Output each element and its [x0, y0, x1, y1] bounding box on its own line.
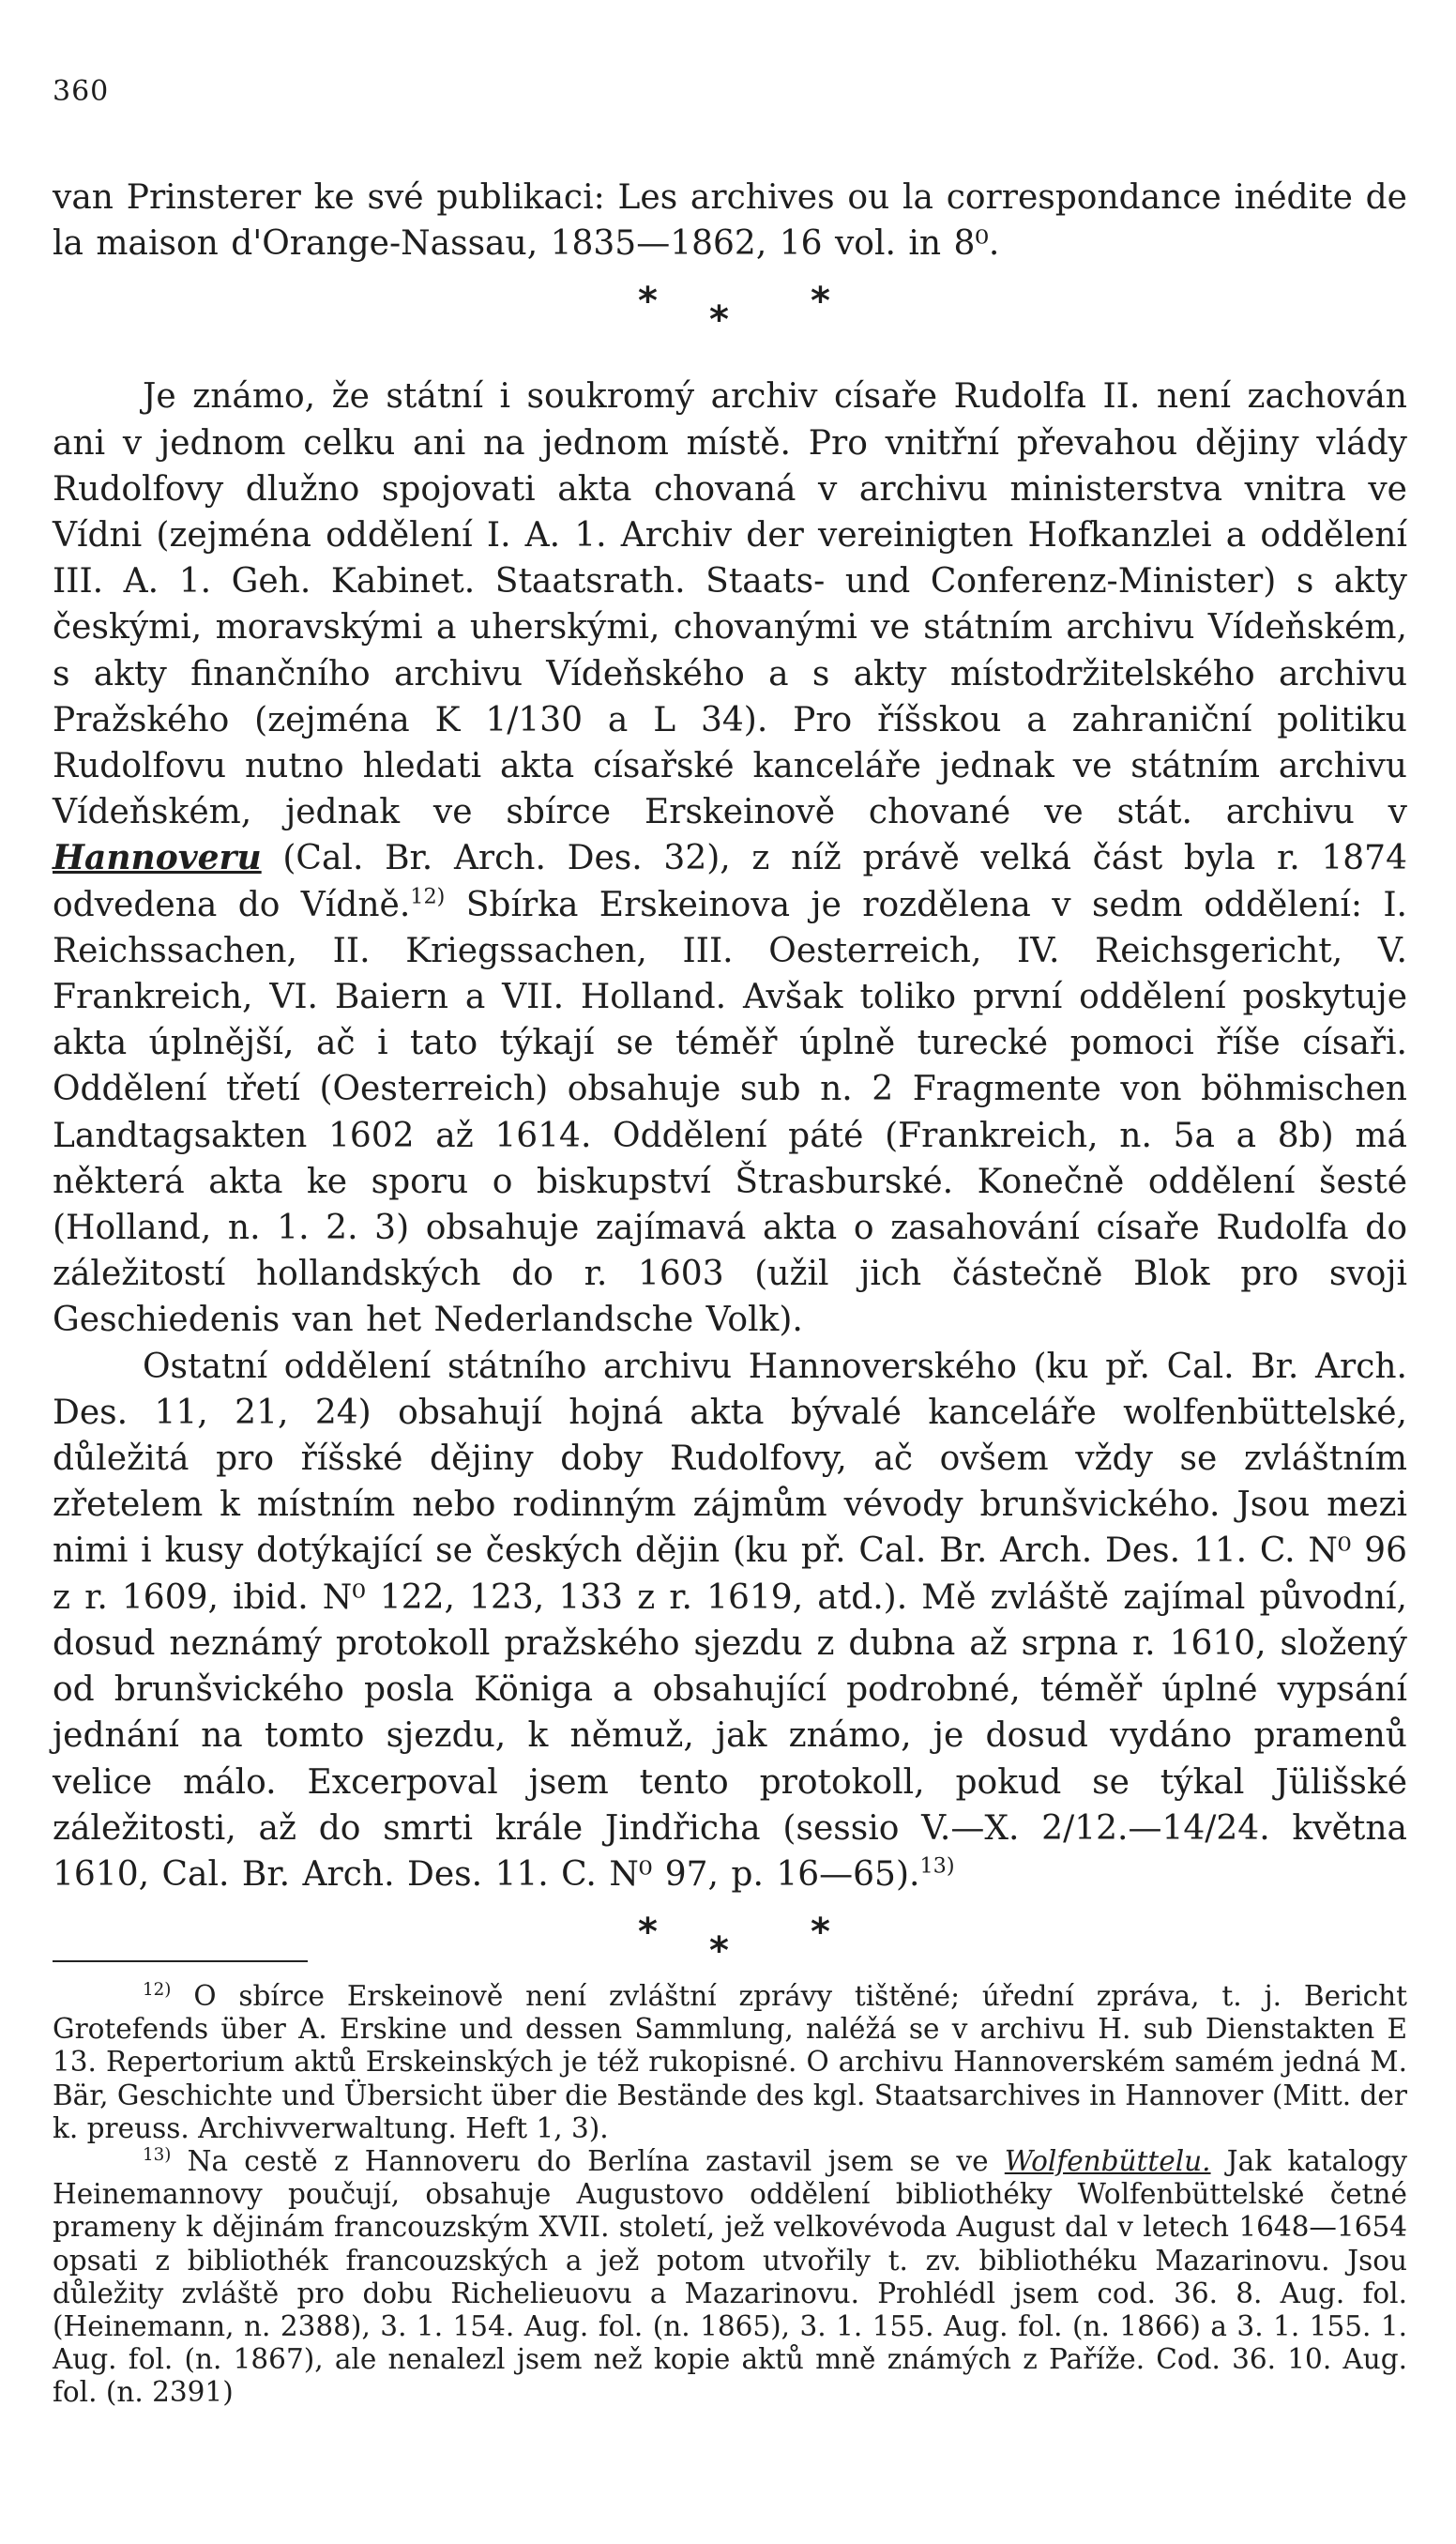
text-segment: Sbírka Erskeinova je rozdělena v sedm oddělení: I. Reichssachen, II. Kriegssachen, III. Oesterreich, IV. Reichsgericht, V. Frankreich, VI. Baiern a VII. Holland. Avšak toliko první oddělení poskytuje akta úplnější, ač i tato týkají se téměř úplně turecké pomoci říše císaři. Oddělení třetí (Oesterreich) obsahuje sub n. 2 Fragmente von böhmischen Landtagsakten 1602 až 1614. Oddělení páté (Frankreich, n. 5a a 8b) má některá akta ke sporu o biskupství Štrasburské. Konečně oddělení šesté (Holland, n. 1. 2. 3) obsahuje zajímavá akta o zasahování císaře Rudolfa do záležitostí hollandských do r. 1603 (užil jich částečně Blok pro svoji Geschiedenis van het Nederlandsche Volk). [53, 885, 1407, 1340]
footnote-mark: 13) [143, 2145, 172, 2166]
paragraph-hannover-departments [53, 1344, 1407, 1897]
footnote-ref-12: 12) [410, 884, 446, 909]
wolfenbuttel-emphasis: Wolfenbüttelu. [1004, 2145, 1211, 2178]
paragraph-rudolf-archives [53, 373, 1407, 1343]
star-glyph: * [638, 1911, 658, 1955]
footnote-ref-13: 13) [919, 1853, 955, 1879]
section-divider-stars [53, 280, 1407, 373]
star-glyph: * [638, 280, 658, 324]
footnote-13 [53, 2145, 1407, 2410]
footnotes [53, 1980, 1407, 2410]
footnote-text: Jak katalogy Heinemannovy poučují, obsahuje Augustovo oddělení bibliothéky Wolfenbüttelské četné prameny k dějinám francouzským XVII. století, jež velkovévoda August dal v letech 1648—1654 opsati z bibliothék francouzských a jež potom utvořily t. zv. bibliothéku Mazarinovu. Jsou důležity zvláště pro dobu Richelieuovu a Mazarinovu. Prohlédl jsem cod. 36. 8. Aug. fol. (Heinemann, n. 2388), 3. 1. 154. Aug. fol. (n. 1865), 3. 1. 155. Aug. fol. (n. 1866) a 3. 1. 155. 1. Aug. fol. (n. 1867), ale nenalezl jsem než kopie aktů mně známých z Paříže. Cod. 36. 10. Aug. fol. (n. 2391) [53, 2145, 1407, 2409]
star-glyph: * [709, 298, 729, 343]
footnote-mark: 12) [143, 1980, 172, 2001]
page-number: 360 [53, 75, 110, 108]
text-segment: Ostatní oddělení státního archivu Hannoverského (ku př. Cal. Br. Arch. Des. 11, 21, 24) obsahují hojná akta bývalé kanceláře wolfenbüttelské, důležitá pro říšské dějiny doby Rudolfovy, ač ovšem vždy se zvláštním zřetelem k místním nebo rodinným zájmům vévody brunšvického. Jsou mezi nimi i kusy dotýkající se českých dějin (ku př. Cal. Br. Arch. Des. 11. C. N⁰ 96 z r. 1609, ibid. N⁰ 122, 123, 133 z r. 1619, atd.). Mě zvláště zajímal původní, dosud neznámý protokoll pražského sjezdu z dubna až srpna r. 1610, složený od brunšvického posla Königa a obsahující podrobné, téměř úplné vypsání jednání na tomto sjezdu, k němuž, jak známo, je dosud vydáno pramenů velice málo. Excerpoval jsem tento protokoll, pokud se týkal Jülišské záležitosti, až do smrti krále Jindřicha (sessio V.—X. 2/12.—14/24. května 1610, Cal. Br. Arch. Des. 11. C. N⁰ 97, p. 16—65). [53, 1347, 1407, 1894]
footnote-text: O sbírce Erskeinově není zvláštní zprávy tištěné; úřední zpráva, t. j. Bericht Grotefends über A. Erskine und dessen Sammlung, naléžá se v archivu H. sub Dienstakten E 13. Repertorium aktů Erskeinských je též rukopisné. O archivu Hannoverském samém jedná M. Bär, Geschichte und Übersicht über die Bestände des kgl. Staatsarchives in Hannover (Mitt. der k. preuss. Archivverwaltung. Heft 1, 3). [53, 1980, 1407, 2144]
footnote-separator [53, 1960, 308, 1962]
footnote-12 [53, 1980, 1407, 2145]
star-glyph: * [811, 1911, 830, 1955]
star-glyph: * [811, 280, 830, 324]
footnote-text: Na cestě z Hannoveru do Berlína zastavil jsem se ve [187, 2145, 989, 2178]
text-segment: Je známo, že státní i soukromý archiv císaře Rudolfa II. není zachován ani v jednom celku ani na jednom místě. Pro vnitřní převahou dějiny vlády Rudolfovy dlužno spojovati akta chovaná v archivu ministerstva vnitra ve Vídni (zejména oddělení I. A. 1. Archiv der vereinigten Hofkanzlei a oddělení III. A. 1. Geh. Kabinet. Staatsrath. Staats- und Conferenz-Minister) s akty českými, moravskými a uherskými, chovanými ve státním archivu Vídeňském, s akty finančního archivu Vídeňského a s akty místodržitelského archivu Pražského (zejména K 1/130 a L 34). Pro říšskou a zahraniční politiku Rudolfovu nutno hledati akta císařské kanceláře jednak ve státním archivu Vídeňském, jednak ve sbírce Erskeinově chované ve stát. archivu v [53, 377, 1407, 832]
main-text [53, 175, 1407, 2004]
text-segment: (Cal. Br. Arch. Des. 32), z níž právě velká část byla r. 1874 odvedena do Vídně. [53, 839, 1407, 924]
hannover-emphasis: Hannoveru [53, 838, 262, 878]
intro-paragraph: van Prinsterer ke své publikaci: Les archives ou la correspondance inédite de la maison d'Orange-Nassau, 1835—1862, 16 vol. in 8⁰. [53, 178, 1407, 264]
star-glyph: * [709, 1929, 729, 1973]
